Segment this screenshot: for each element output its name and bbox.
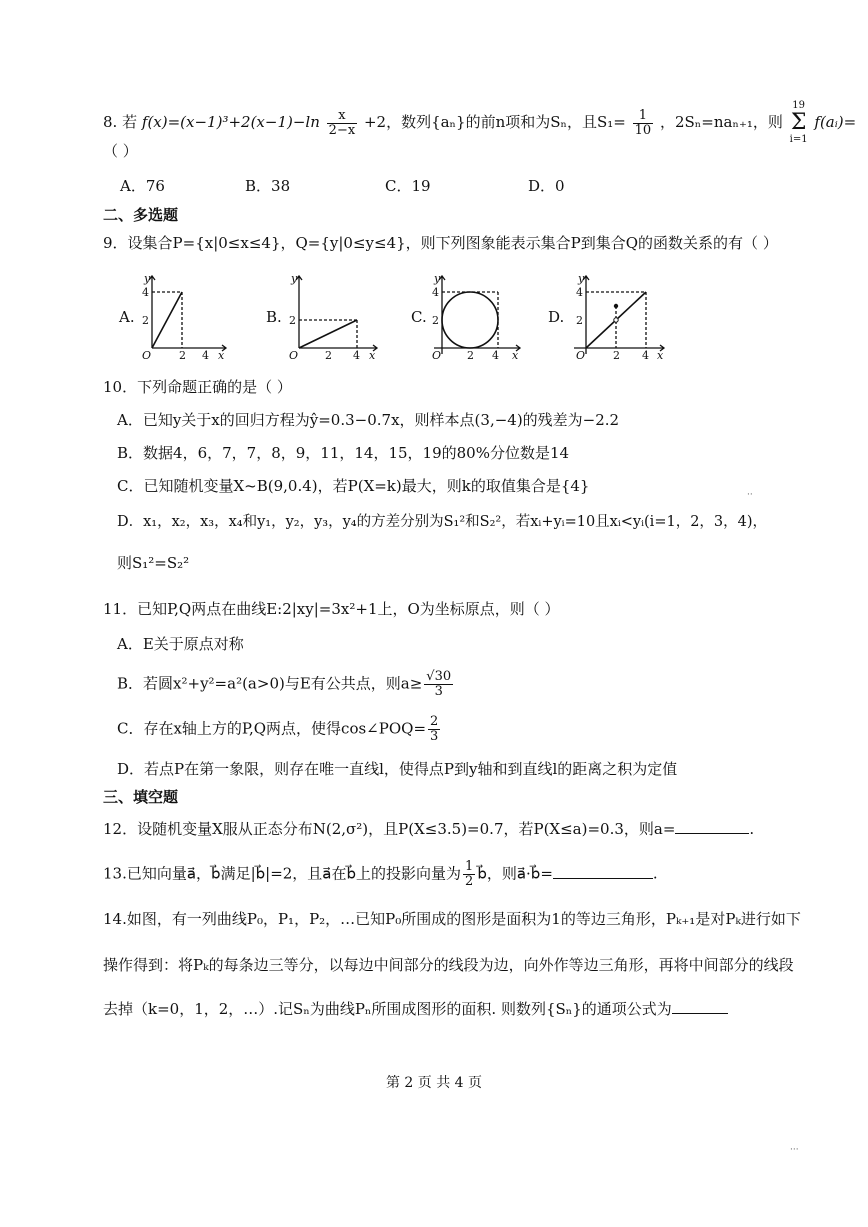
q8-fraction: $\frac{x}{2-x}$: [328, 107, 356, 138]
q11-c-fraction: $\frac{2}{3}$: [430, 714, 439, 744]
graph-d-tick-4x: 4: [642, 349, 649, 360]
q14-answer-blank[interactable]: [672, 999, 728, 1014]
graph-a-origin: O: [142, 349, 152, 360]
graph-a-tick-4y: 4: [142, 286, 149, 299]
graph-a-tick-2y: 2: [142, 314, 149, 327]
graph-b-tick-4x: 4: [353, 349, 360, 360]
q11-option-a: A．E关于原点对称: [117, 635, 244, 653]
graph-b-origin: O: [289, 349, 299, 360]
graph-b-x-label: x: [369, 349, 376, 360]
section-fill-in: 三、填空题: [103, 788, 179, 806]
graph-c-tick-4x: 4: [492, 349, 499, 360]
q8-paren: （ ）: [103, 142, 138, 160]
q11-b-fraction: $\frac{√30}{3}$: [426, 669, 452, 699]
q13-line: 13.已知向量a⃗，b⃗满足|b⃗|=2，且a⃗在b⃗上的投影向量为 $\frac{1}{2}$ b⃗，则a⃗·b⃗= .: [103, 859, 658, 889]
q12-line: 12．设随机变量X服从正态分布N(2,σ²)，且P(X≤3.5)=0.7，若P(X≤a)=0.3，则a= .: [103, 820, 755, 838]
q14-line-1: 14.如图，有一列曲线P₀，P₁，P₂，…已知P₀所围成的图形是面积为1的等边三角形，Pₖ₊₁是对Pₖ进行如下: [103, 910, 801, 928]
graph-c-tick-4y: 4: [432, 286, 439, 299]
q8-option-c: C．19: [385, 177, 431, 195]
q14-line-3: [103, 998, 728, 1020]
graph-d-y-label: y: [578, 272, 585, 285]
q14-line-2: 操作得到：将Pₖ的每条边三等分，以每边中间部分的线段为边，向外作等边三角形，再将中间部分的线段: [103, 956, 794, 974]
scan-speck: ···: [790, 1145, 799, 1155]
q8-option-a: A．76: [120, 177, 165, 195]
q8-sum-symbol: 19 Σ i=1: [789, 100, 808, 145]
q10-option-a: A．已知y关于x的回归方程为ŷ=0.3−0.7x，则样本点(3,−4)的残差为−2.2: [117, 411, 620, 429]
q11-option-d: D．若点P在第一象限，则存在唯一直线l，使得点P到y轴和到直线l的距离之积为定值: [117, 760, 678, 778]
graph-d-tick-2y: 2: [576, 314, 583, 327]
q8-number: 8.: [103, 113, 118, 131]
q9-graph-c: [430, 270, 525, 360]
graph-b-tick-2y: 2: [289, 314, 296, 327]
q9-label-c: C.: [411, 308, 427, 326]
q9-label-a: A.: [119, 308, 135, 326]
q8-function: f(x)=(x−1)³+2(x−1)−ln: [141, 113, 320, 131]
graph-c-tick-2y: 2: [432, 314, 439, 327]
q10-option-d: D．x₁，x₂，x₃，x₄和y₁，y₂，y₃，y₄的方差分别为S₁²和S₂²，若xᵢ+yᵢ=10且xᵢ<yᵢ(i=1，2，3，4)，: [117, 514, 768, 530]
q8-option-d: D．0: [528, 177, 565, 195]
graph-c-tick-2x: 2: [467, 349, 474, 360]
q8-text-b: +2，数列{aₙ}的前n项和为Sₙ，且S₁=: [363, 113, 626, 131]
graph-b-tick-2x: 2: [325, 349, 332, 360]
q13-answer-blank[interactable]: [553, 864, 653, 879]
q10-option-c: C．已知随机变量X~B(9,0.4)，若P(X=k)最大，则k的取值集合是{4}: [117, 477, 590, 495]
q9-graph-d: [570, 270, 670, 360]
q12-answer-blank[interactable]: [675, 819, 749, 834]
q8-text-a: 若: [122, 113, 138, 131]
q9-label-d: D.: [548, 308, 565, 326]
q11-text: 11．已知P,Q两点在曲线E:2|xy|=3x²+1上，O为坐标原点，则（ ）: [103, 600, 560, 618]
q12-text: 12．设随机变量X服从正态分布N(2,σ²)，且P(X≤3.5)=0.7，若P(X≤a)=0.3，则a=: [103, 820, 676, 838]
graph-d-origin: O: [576, 349, 586, 360]
page-footer: 第 2 页 共 4 页: [385, 1075, 483, 1091]
scan-speck: ··: [747, 490, 753, 500]
graph-a-tick-4x: 4: [202, 349, 209, 360]
q9-graph-b: [287, 270, 382, 360]
q11-option-b: B．若圆x²+y²=a²(a>0)与E有公共点，则a≥ $\frac{√30}{3}$: [117, 669, 452, 699]
graph-d-x-label: x: [657, 349, 664, 360]
q8-option-b: B．38: [245, 177, 291, 195]
q8-line: [103, 100, 856, 146]
q8-text-c: ，2Sₙ=naₙ₊₁，则: [659, 113, 783, 131]
q8-sum-body: f(aᵢ)=: [814, 113, 857, 131]
graph-a-y-label: y: [144, 272, 151, 285]
graph-a-x-label: x: [218, 349, 225, 360]
graph-d-tick-4y: 4: [576, 286, 583, 299]
q8-s1-fraction: $\frac{1}{10}$: [634, 107, 652, 138]
q10-option-b: B．数据4，6，7，7，8，9，11，14，15，19的80%分位数是14: [117, 444, 570, 462]
graph-c-origin: O: [432, 349, 442, 360]
q10-option-d-cont: 则S₁²=S₂²: [117, 554, 190, 572]
q9-text: 9．设集合P={x|0≤x≤4}，Q={y|0≤y≤4}，则下列图象能表示集合P到集合Q的函数关系的有（ ）: [103, 234, 778, 252]
graph-d-tick-2x: 2: [613, 349, 620, 360]
q14-text: 去掉（k=0，1，2，…）.记Sₙ为曲线Pₙ所围成图形的面积. 则数列{Sₙ}的通项公式为: [103, 1000, 672, 1018]
q10-text: 10．下列命题正确的是（ ）: [103, 378, 292, 396]
q13-text: 13.已知向量a⃗，b⃗满足|b⃗|=2，且a⃗在b⃗上的投影向量为: [103, 864, 462, 883]
graph-c-y-label: y: [434, 272, 441, 285]
graph-c-x-label: x: [512, 349, 519, 360]
graph-b-y-label: y: [291, 272, 298, 285]
q9-graph-a: [140, 270, 230, 360]
q13-fraction: $\frac{1}{2}$: [465, 859, 474, 889]
q9-label-b: B.: [266, 308, 282, 326]
graph-a-tick-2x: 2: [179, 349, 186, 360]
section-multiple-choice: 二、多选题: [103, 206, 179, 224]
q11-option-c: C．存在x轴上方的P,Q两点，使得cos∠POQ= $\frac{2}{3}$: [117, 714, 439, 744]
